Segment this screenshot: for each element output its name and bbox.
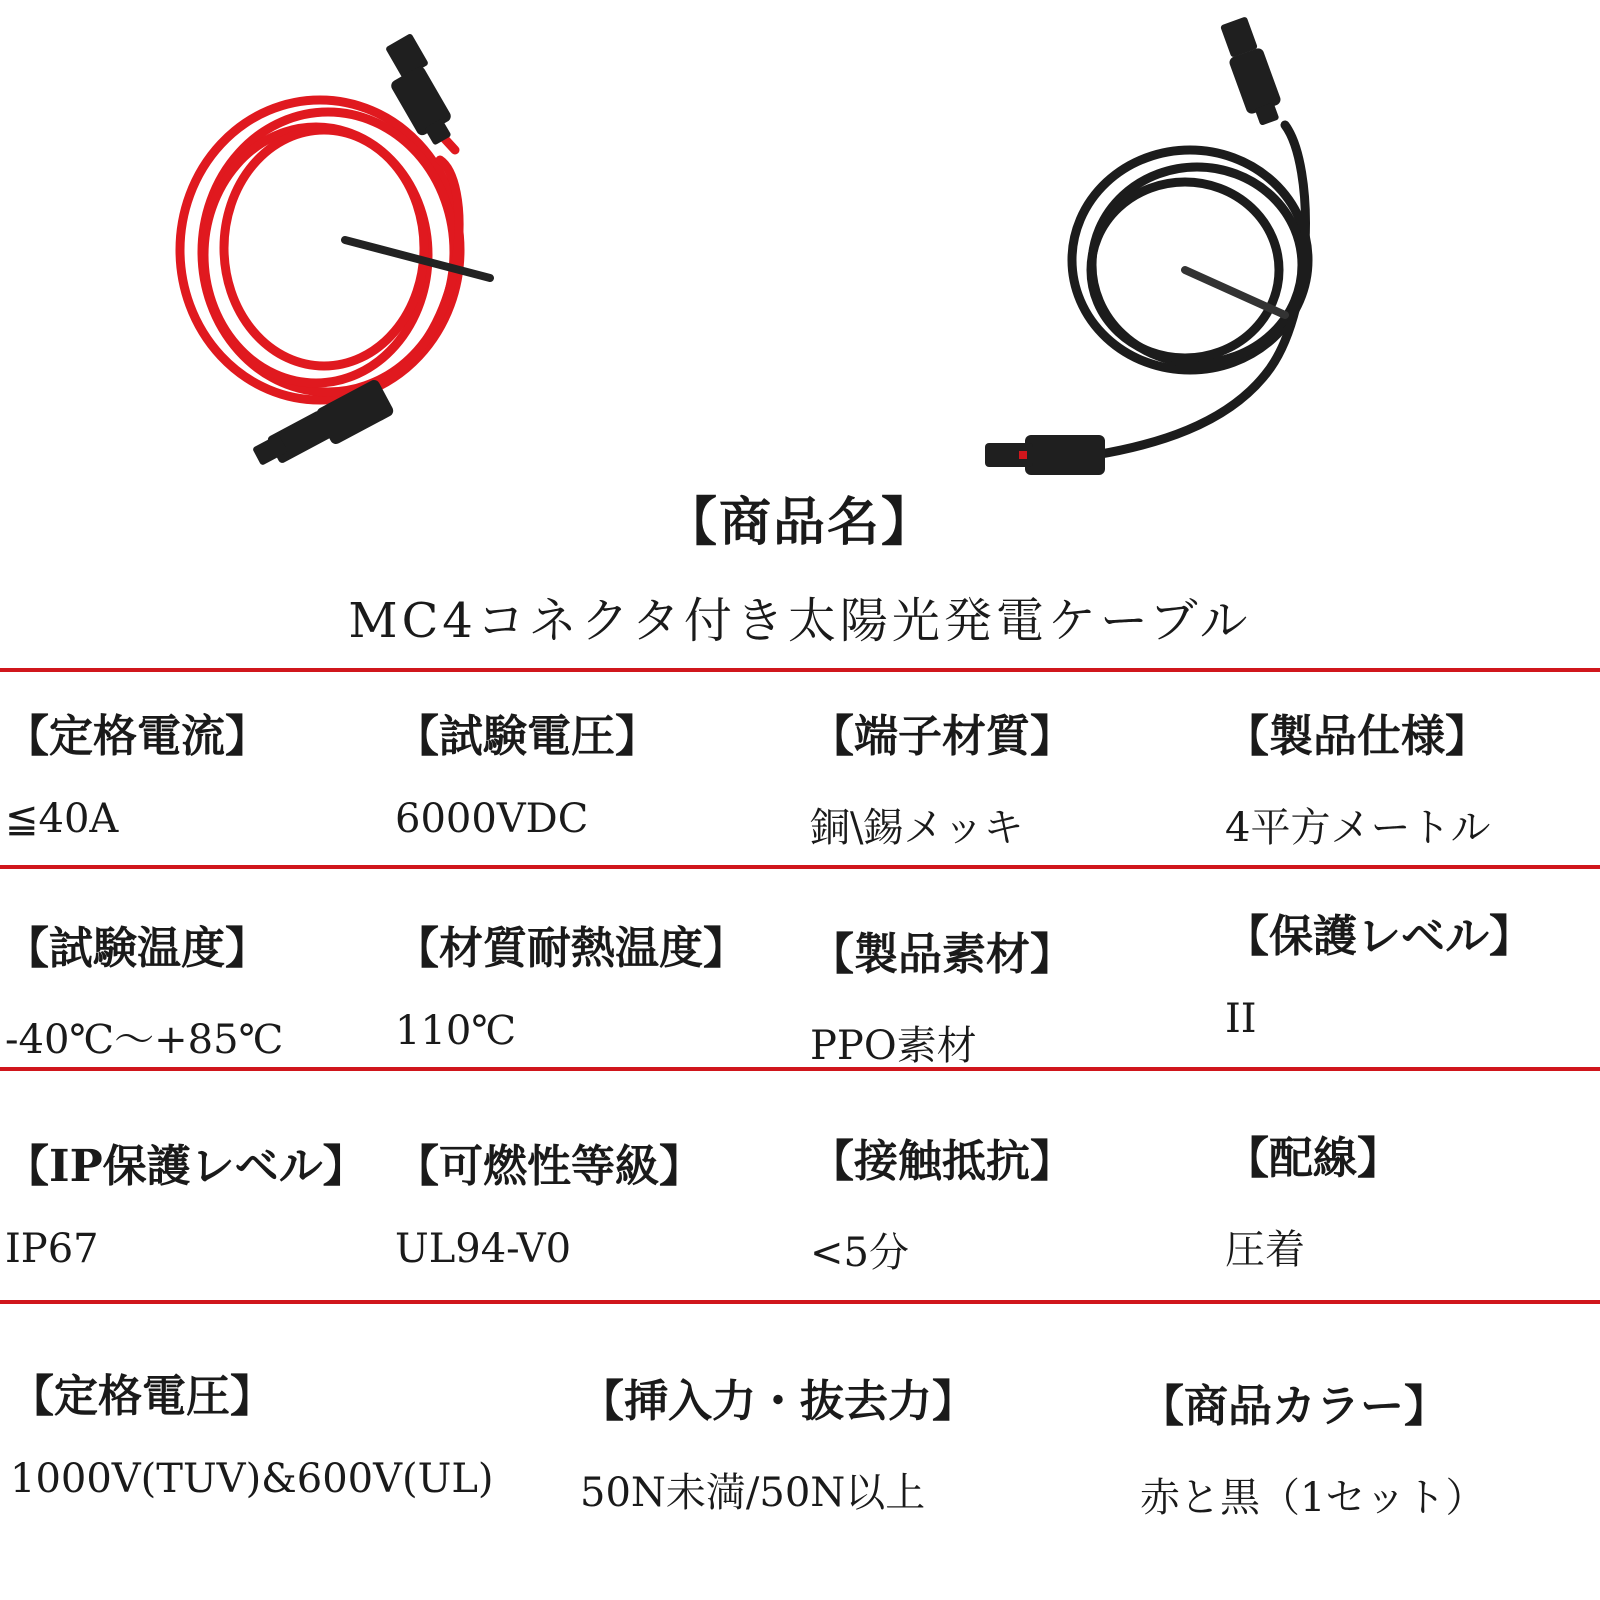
spec-value: UL94-V0 bbox=[395, 1226, 572, 1272]
spec-test-temperature bbox=[5, 912, 283, 1065]
spec-label: 【試験温度】 bbox=[5, 923, 269, 974]
spec-label: 【配線】 bbox=[1225, 1133, 1401, 1184]
spec-protection-level bbox=[1225, 900, 1533, 1042]
spec-label: 【挿入力・抜去力】 bbox=[580, 1376, 976, 1427]
spec-rated-voltage bbox=[10, 1360, 494, 1502]
spec-flammability bbox=[395, 1130, 703, 1272]
product-name-value: MC4コネクタ付き太陽光発電ケーブル bbox=[348, 593, 1252, 649]
spec-product-material bbox=[810, 918, 1074, 1071]
spec-insertion-force bbox=[580, 1365, 976, 1518]
spec-product-color bbox=[1140, 1370, 1485, 1523]
spec-label: 【定格電圧】 bbox=[10, 1371, 274, 1422]
spec-label: 【製品素材】 bbox=[810, 929, 1074, 980]
spec-value: 赤と黒（1セット） bbox=[1140, 1475, 1486, 1521]
spec-rated-current bbox=[5, 700, 269, 842]
spec-label: 【製品仕様】 bbox=[1225, 711, 1489, 762]
spec-value: IP67 bbox=[5, 1226, 99, 1272]
spec-value: -40℃～+85℃ bbox=[5, 1017, 284, 1063]
spec-value: 銅\錫メッキ bbox=[810, 805, 1024, 851]
product-images bbox=[0, 0, 1600, 480]
spec-wiring bbox=[1225, 1122, 1401, 1275]
spec-value: 1000V(TUV)&600V(UL) bbox=[10, 1456, 494, 1502]
red-cable-image bbox=[170, 30, 530, 480]
spec-label: 【保護レベル】 bbox=[1225, 911, 1533, 962]
spec-test-voltage bbox=[395, 700, 659, 842]
spec-value: ≦40A bbox=[5, 796, 119, 842]
spec-label: 【試験電圧】 bbox=[395, 711, 659, 762]
spec-value: 圧着 bbox=[1225, 1227, 1305, 1273]
spec-value: 110℃ bbox=[395, 1008, 517, 1054]
spec-label: 【端子材質】 bbox=[810, 711, 1074, 762]
black-cable-image bbox=[985, 15, 1345, 485]
product-name-label: 【商品名】 bbox=[664, 492, 935, 553]
spec-heat-resistance bbox=[395, 912, 747, 1054]
spec-label: 【IP保護レベル】 bbox=[5, 1141, 367, 1192]
divider-rule bbox=[0, 1067, 1600, 1071]
spec-value: 4平方メートル bbox=[1225, 805, 1491, 851]
spec-label: 【商品カラー】 bbox=[1140, 1381, 1448, 1432]
spec-value: 50N未満/50N以上 bbox=[580, 1470, 926, 1516]
spec-terminal-material bbox=[810, 700, 1074, 853]
spec-value: <5分 bbox=[810, 1230, 909, 1276]
divider-rule bbox=[0, 865, 1600, 869]
spec-value: 6000VDC bbox=[395, 796, 589, 842]
spec-value: II bbox=[1225, 996, 1257, 1042]
spec-label: 【可燃性等級】 bbox=[395, 1141, 703, 1192]
spec-product-spec bbox=[1225, 700, 1490, 853]
spec-contact-resistance bbox=[810, 1125, 1074, 1278]
spec-label: 【材質耐熱温度】 bbox=[395, 923, 747, 974]
spec-label: 【接触抵抗】 bbox=[810, 1136, 1074, 1187]
divider-rule bbox=[0, 1300, 1600, 1304]
divider-rule bbox=[0, 668, 1600, 672]
spec-label: 【定格電流】 bbox=[5, 711, 269, 762]
spec-ip-protection bbox=[5, 1130, 367, 1272]
spec-value: PPO素材 bbox=[810, 1023, 977, 1069]
